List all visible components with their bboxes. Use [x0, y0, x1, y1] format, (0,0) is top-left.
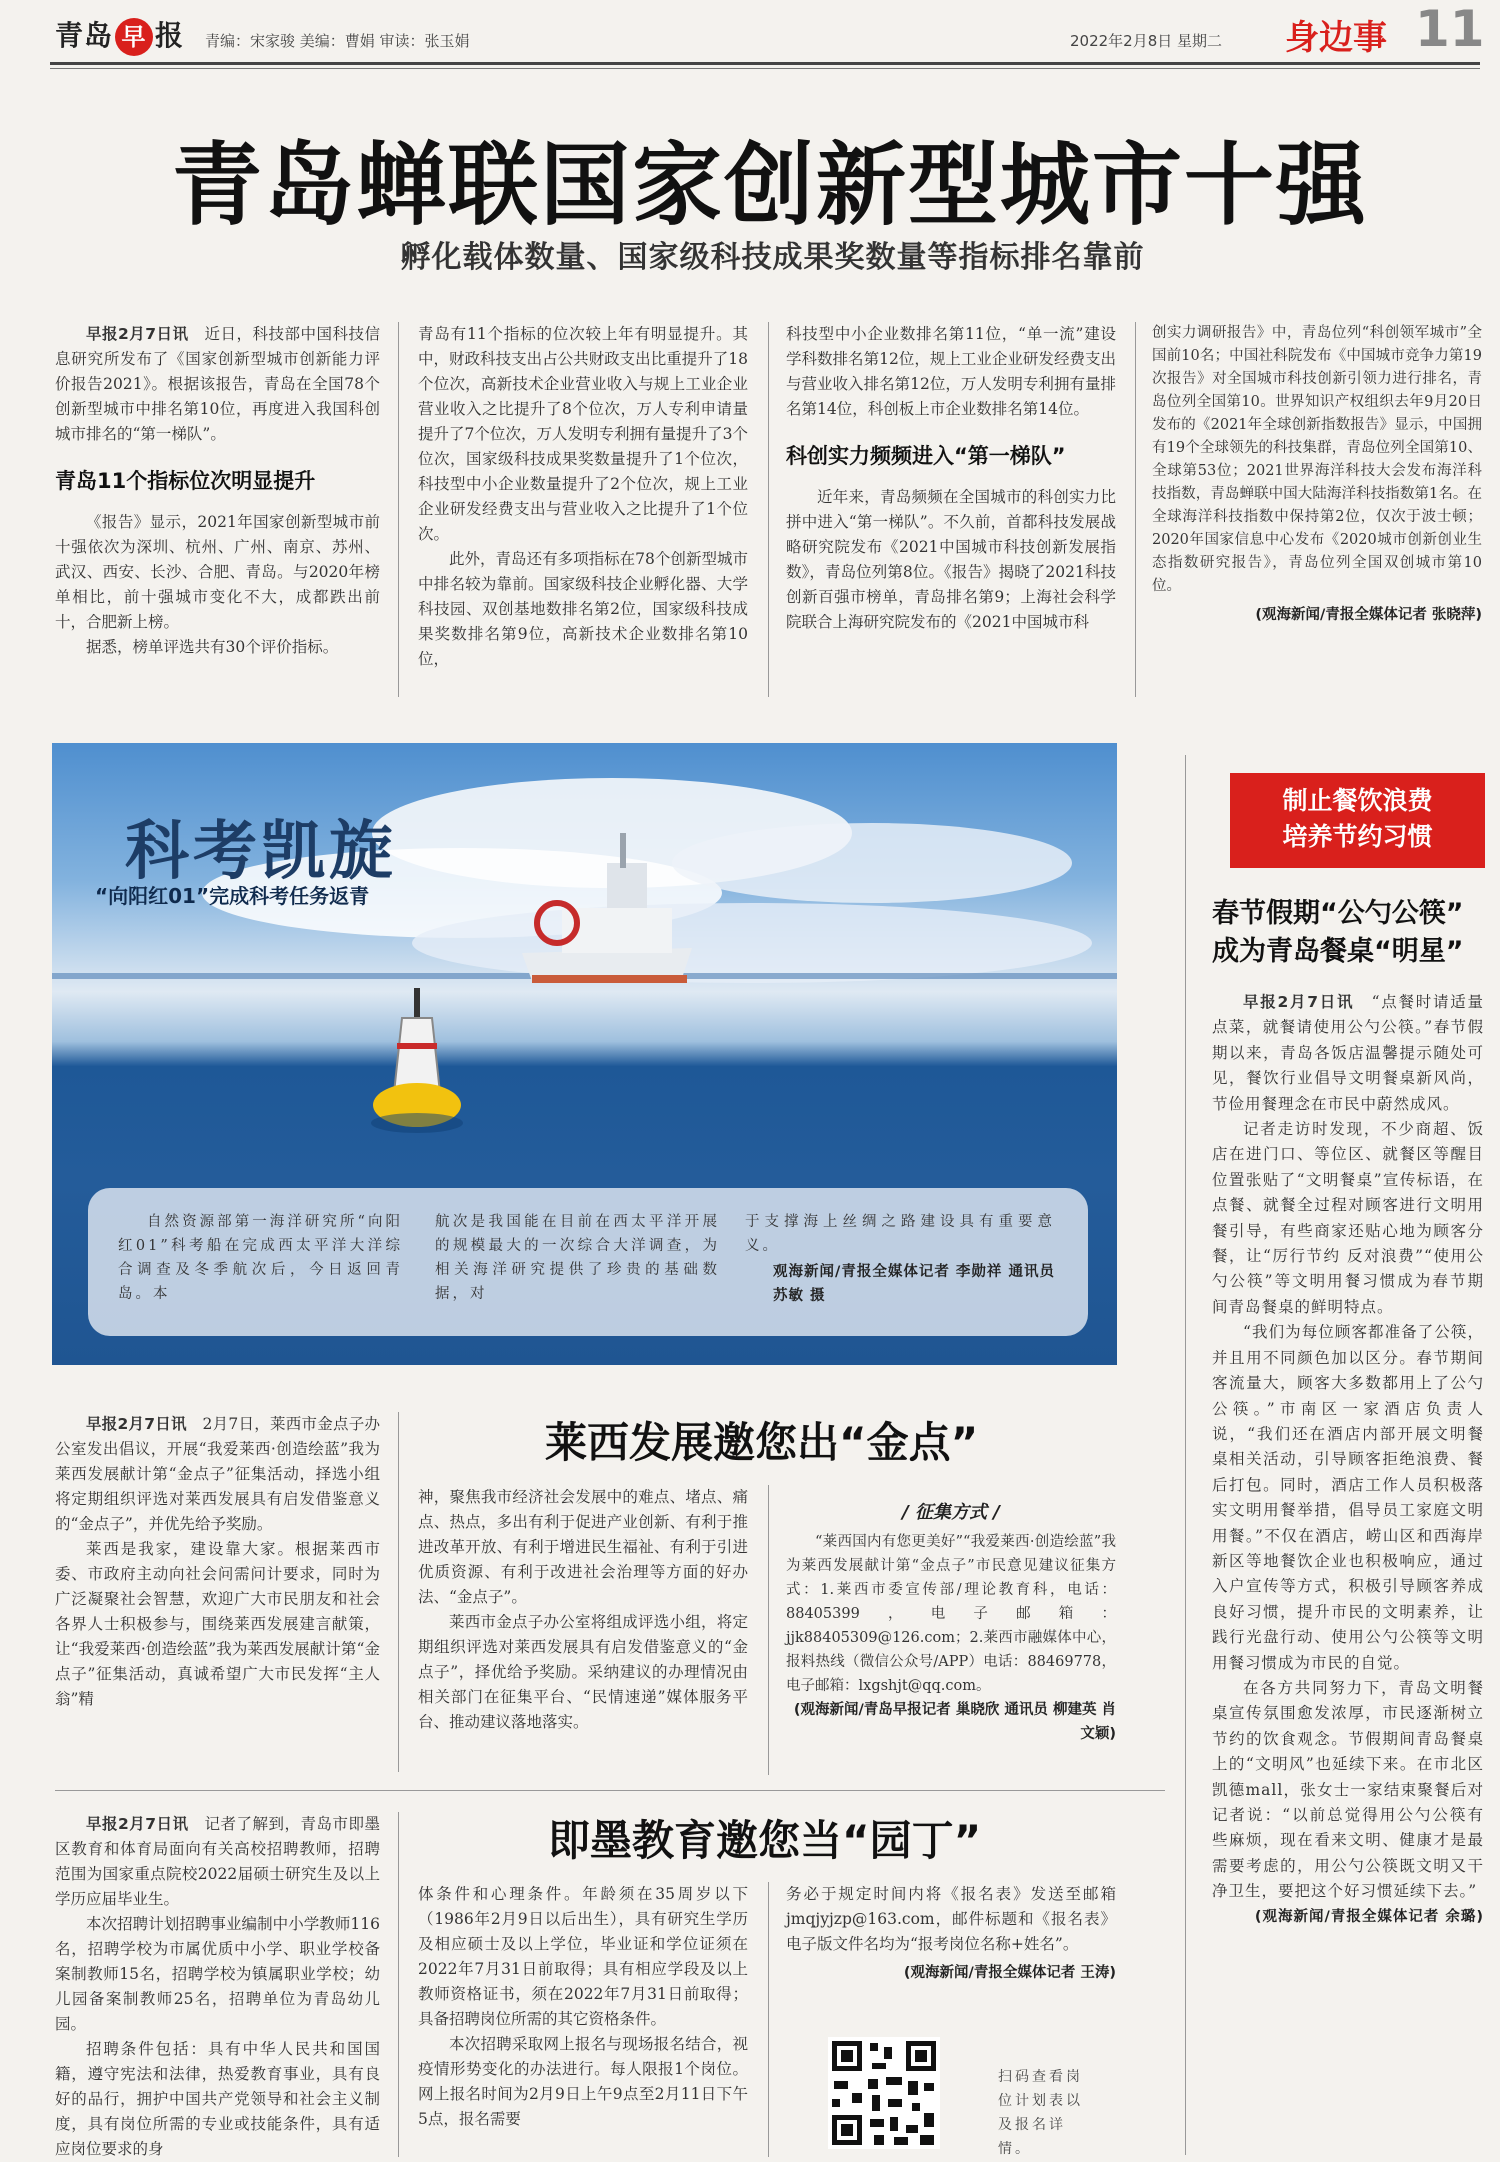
issue-date: 2022年2月8日 星期二	[1070, 32, 1223, 50]
caption-column-2	[435, 1210, 720, 1306]
qr-code[interactable]	[828, 2037, 940, 2149]
laixi-paragraph: 莱西市金点子办公室将组成评选小组，将定期组织评选对莱西发展具有启发借鉴意义的“金点子”，择优给予奖励。采纳建议的办理情况由相关部门在征集平台、“民情速递”媒体服务平台、推动建议落地落实。	[418, 1613, 748, 1731]
campaign-tag-line: 培养节约习惯	[1282, 822, 1433, 851]
jimo-paragraph: 务必于规定时间内将《报名表》发送至邮箱jmqjyjzp@163.com，邮件标题和《报名表》电子版文件名均为“报考岗位名称+姓名”。	[786, 1885, 1116, 1953]
lead-column-3	[786, 322, 1116, 635]
lead-paragraph: 创实力调研报告》中，青岛位列“科创领军城市”全国前10名；中国社科院发布《中国城市竞争力第19次报告》对全国城市科技创新引领力进行排名，青岛位列全国第10。世界知识产权组织去年9月20日发布的《2021年全球创新指数报告》显示，中国拥有19个全球领先的科技集群，青岛位列全国第10、全球第53位；2021世界海洋科技大会发布海洋科技指数，青岛蝉联中国大陆海洋科技指数第1名。在全球海洋科技指数中保持第2位，仅次于波士顿；2020年国家信息中心发布《2020城市创新创业生态指数研究报告》，青岛位列全国双创城市第10位。	[1152, 325, 1482, 594]
section-divider	[55, 1790, 1165, 1791]
lead-paragraph: 近日，科技部中国科技信息研究所发布了《国家创新型城市创新能力评价报告2021》。根据该报告，青岛在全国78个创新型城市中排名第10位，再度进入我国科创城市排名的“第一梯队”。	[55, 325, 380, 443]
lead-subtitle-1: 青岛11个指标位次明显提升	[55, 469, 316, 493]
sidebar-paragraph: 在各方共同努力下，青岛文明餐桌宣传氛围愈发浓厚，市民逐渐树立节约的饮食观念。节假期间青岛餐桌上的“文明风”也延续下来。在市北区凯德mall，张女士一家结束聚餐后对记者说：“以前总觉得用公勺公筷有些麻烦，现在看来文明、健康才是最需要考虑的，用公勺公筷既文明又干净卫生，要把这个好习惯延续下去。”	[1212, 1678, 1484, 1901]
ocean-buoy	[371, 988, 463, 1133]
sidebar-rule	[1185, 755, 1186, 2155]
jimo-paragraph: 体条件和心理条件。年龄须在35周岁以下（1986年2月9日以后出生），具有研究生学历及相应硕士及以上学位，毕业证和学位证须在2022年7月31日前取得；具有相应学段及以上教师资格证书，须在2022年7月31日前取得；具备招聘岗位所需的其它资格条件。	[418, 1885, 748, 2028]
sidebar-paragraph: 记者走访时发现，不少商超、饭店在进门口、等位区、就餐区等醒目位置张贴了“文明餐桌”宣传标语，在点餐、就餐全过程对顾客进行文明用餐引导，有些商家还贴心地为顾客分餐，让“厉行节约 反对浪费”“使用公勺公筷”等文明用餐习惯成为春节期间青岛餐桌的鲜明特点。	[1212, 1120, 1484, 1316]
caption-text: 自然资源部第一海洋研究所“向阳红01”科考船在完成西太平洋大洋综合调查及冬季航次后，今日返回青岛。本	[118, 1214, 403, 1302]
jimo-column-2	[418, 1882, 748, 2132]
photo-subtitle: “向阳红01”完成科考任务返青	[95, 884, 370, 908]
lead-headline: 青岛蝉联国家创新型城市十强	[172, 133, 1368, 238]
column-rule	[398, 1412, 399, 1772]
logo-text-post: 报	[155, 19, 185, 52]
lead-paragraph: 近年来，青岛频频在全国城市的科创实力比拼中进入“第一梯队”。不久前，首都科技发展战略研究院发布《2021中国城市科技创新发展指数》，青岛位列第8位。《报告》揭晓了2021科技创新百强市榜单，青岛排名第9；上海社会科学院联合上海研究院发布的《2021中国城市科	[786, 488, 1116, 631]
column-rule	[398, 322, 399, 697]
jimo-credit: (观海新闻/青报全媒体记者 王涛)	[903, 1965, 1116, 1981]
dateline: 早报2月7日讯	[86, 1415, 187, 1433]
sidebar-headline-line: 成为青岛餐桌“明星”	[1212, 936, 1464, 967]
dateline: 早报2月7日讯	[86, 325, 189, 343]
newspaper-logo	[55, 14, 185, 52]
logo-text-pre: 青岛	[55, 19, 114, 52]
photo-credit: 观海新闻/青报全媒体记者 李勋祥 通讯员 苏敏 摄	[773, 1264, 1055, 1304]
qr-code-pattern	[828, 2037, 940, 2149]
column-rule	[768, 322, 769, 697]
lead-paragraph: 青岛有11个指标的位次较上年有明显提升。其中，财政科技支出占公共财政支出比重提升了18个位次，高新技术企业营业收入与规上工业企业营业收入之比提升了8个位次，万人专利申请量提升了7个位次，万人发明专利拥有量提升了3个位次，国家级科技成果奖数量提升了1个位次，科技型中小企业数量提升了2个位次，规上工业企业研发经费支出与营业收入之比提升了1个位次。	[418, 325, 748, 543]
editorial-staff: 青编：宋家骏 美编：曹娟 审读：张玉娟	[205, 32, 470, 50]
lead-credit: (观海新闻/青报全媒体记者 张晓萍)	[1255, 607, 1482, 623]
lead-column-2	[418, 322, 748, 672]
lead-paragraph: 据悉，榜单评选共有30个评价指标。	[86, 638, 339, 656]
laixi-column-3	[786, 1530, 1116, 1746]
caption-text: 航次是我国能在目前在西太平洋开展的规模最大的一次综合大洋调查，为相关海洋研究提供了珍贵的基础数据，对	[435, 1214, 720, 1302]
lead-column-4	[1152, 322, 1482, 627]
collection-method-label: / 征集方式 /	[902, 1502, 1000, 1523]
column-rule	[398, 1812, 399, 2157]
laixi-column-2	[418, 1485, 748, 1735]
header-rule-thin	[50, 68, 1480, 69]
logo-mark: 早	[115, 18, 153, 56]
column-rule	[1135, 322, 1136, 697]
campaign-tag-line: 制止餐饮浪费	[1282, 786, 1433, 815]
sidebar-paragraph: “我们为每位顾客都准备了公筷，并且用不同颜色加以区分。春节期间客流量大，顾客大多数都用上了公勺公筷。”市南区一家酒店负责人说，“我们还在酒店内部开展文明餐桌相关活动，引导顾客拒绝浪费、餐后打包。同时，酒店工作人员积极落实文明用餐举措，倡导员工家庭文明用餐。”不仅在酒店，崂山区和西海岸新区等地餐饮企业也积极响应，通过入户宣传等方式，积极引导顾客养成良好习惯，提升市民的文明素养，让践行光盘行动、使用公勺公筷等文明用餐习惯成为市民的自觉。	[1212, 1323, 1484, 1672]
campaign-tag-box	[1230, 773, 1485, 868]
lead-paragraph: 科技型中小企业数排名第11位，“单一流”建设学科数排名第12位，规上工业企业研发经费支出与营业收入排名第12位，万人发明专利拥有量排名第14位，科创板上市企业数排名第14位。	[786, 325, 1116, 418]
laixi-paragraph: 2月7日，莱西市金点子办公室发出倡议，开展“我爱莱西·创造绘蓝”我为莱西发展献计第“金点子”征集活动，择选小组将定期组织评选对莱西发展具有启发借鉴意义的“金点子”，并优先给予奖励。	[55, 1415, 380, 1533]
laixi-column-1	[55, 1412, 380, 1712]
laixi-paragraph: 神，聚焦我市经济社会发展中的难点、堵点、痛点、热点，多出有利于促进产业创新、有利于推进改革开放、有利于增进民生福祉、有利于引进优质资源、有利于改进社会治理等方面的好办法、“金点子”。	[418, 1488, 748, 1606]
header-rule	[50, 62, 1480, 65]
qr-note: 扫码查看岗位计划表以及报名详情。	[998, 2069, 1083, 2157]
caption-text: 于支撑海上丝绸之路建设具有重要意义。	[745, 1214, 1055, 1254]
sidebar-headline-line: 春节假期“公勺公筷”	[1212, 898, 1464, 929]
laixi-paragraph: 莱西是我家，建设靠大家。根据莱西市委、市政府主动向社会问需问计要求，同时为广泛凝聚社会智慧，欢迎广大市民朋友和社会各界人士积极参与，围绕莱西发展建言献策，让“我爱莱西·创造绘蓝”我为莱西发展献计第“金点子”征集活动，真诚希望广大市民发挥“主人翁”精	[55, 1540, 380, 1708]
jimo-paragraph: 本次招聘计划招聘事业编制中小学教师116名，招聘学校为市属优质中小学、职业学校备案制教师15名，招聘学校为镇属职业学校；幼儿园备案制教师25名，招聘单位为青岛幼儿园。	[55, 1915, 380, 2033]
page-number: 11	[1415, 0, 1485, 58]
lead-subhead: 孵化载体数量、国家级科技成果奖数量等指标排名靠前	[400, 240, 1145, 275]
jimo-paragraph: 本次招聘采取网上报名与现场报名结合，视疫情形势变化的办法进行。每人限报1个岗位。网上报名时间为2月9日上午9点至2月11日下午5点，报名需要	[418, 2035, 748, 2128]
jimo-column-3	[786, 1882, 1116, 1986]
sidebar-body	[1212, 990, 1484, 1930]
sidebar-headline	[1212, 895, 1497, 971]
jimo-paragraph: 招聘条件包括：具有中华人民共和国国籍，遵守宪法和法律，热爱教育事业，具有良好的品行，拥护中国共产党领导和社会主义制度，具有岗位所需的专业或技能条件，具有适应岗位要求的身	[55, 2040, 380, 2158]
photo-title: 科考凯旋	[125, 815, 397, 889]
laixi-credit: (观海新闻/青岛早报记者 巢晓欣 通讯员 柳建英 肖文颖)	[793, 1702, 1116, 1742]
dateline: 早报2月7日讯	[86, 1815, 189, 1833]
jimo-headline: 即墨教育邀您当“园丁”	[548, 1816, 982, 1865]
lead-paragraph: 此外，青岛还有多项指标在78个创新型城市中排名较为靠前。国家级科技企业孵化器、大学科技园、双创基地数排名第2位，国家级科技成果奖数排名第9位，高新技术企业数排名第10位，	[418, 550, 748, 668]
column-rule	[768, 1882, 769, 2157]
caption-column-3	[745, 1210, 1055, 1308]
laixi-paragraph: “莱西国内有您更美好”“我爱莱西·创造绘蓝”我为莱西发展献计第“金点子”市民意见建议征集方式：1.莱西市委宣传部/理论教育科，电话：88405399，电子邮箱：jjk88405309@126.com；2.莱西市融媒体中心，报料热线（微信公众号/APP）电话：88469778，电子邮箱：lxgshjt@qq.com。	[786, 1534, 1116, 1694]
dateline: 早报2月7日讯	[1243, 993, 1355, 1011]
caption-column-1	[118, 1210, 403, 1306]
lead-paragraph: 《报告》显示，2021年国家创新型城市前十强依次为深圳、杭州、广州、南京、苏州、武汉、西安、长沙、合肥、青岛。与2020年榜单相比，前十强城市变化不大，成都跌出前十，合肥新上榜。	[55, 513, 380, 631]
jimo-column-1	[55, 1812, 380, 2162]
sidebar-credit: (观海新闻/青报全媒体记者 余璐)	[1254, 1908, 1484, 1925]
laixi-headline: 莱西发展邀您出“金点”	[545, 1418, 979, 1467]
lead-column-1	[55, 322, 380, 660]
column-rule	[768, 1485, 769, 1775]
sidebar-paragraph: “点餐时请适量点菜，就餐请使用公勺公筷。”春节假期以来，青岛各饭店温馨提示随处可见，餐饮行业倡导文明餐桌新风尚，节俭用餐理念在市民中蔚然成风。	[1212, 993, 1484, 1113]
jimo-paragraph: 记者了解到，青岛市即墨区教育和体育局面向有关高校招聘教师，招聘范围为国家重点院校2022届硕士研究生及以上学历应届毕业生。	[55, 1815, 380, 1908]
section-name: 身边事	[1285, 18, 1387, 58]
lead-subtitle-2: 科创实力频频进入“第一梯队”	[786, 444, 1066, 468]
